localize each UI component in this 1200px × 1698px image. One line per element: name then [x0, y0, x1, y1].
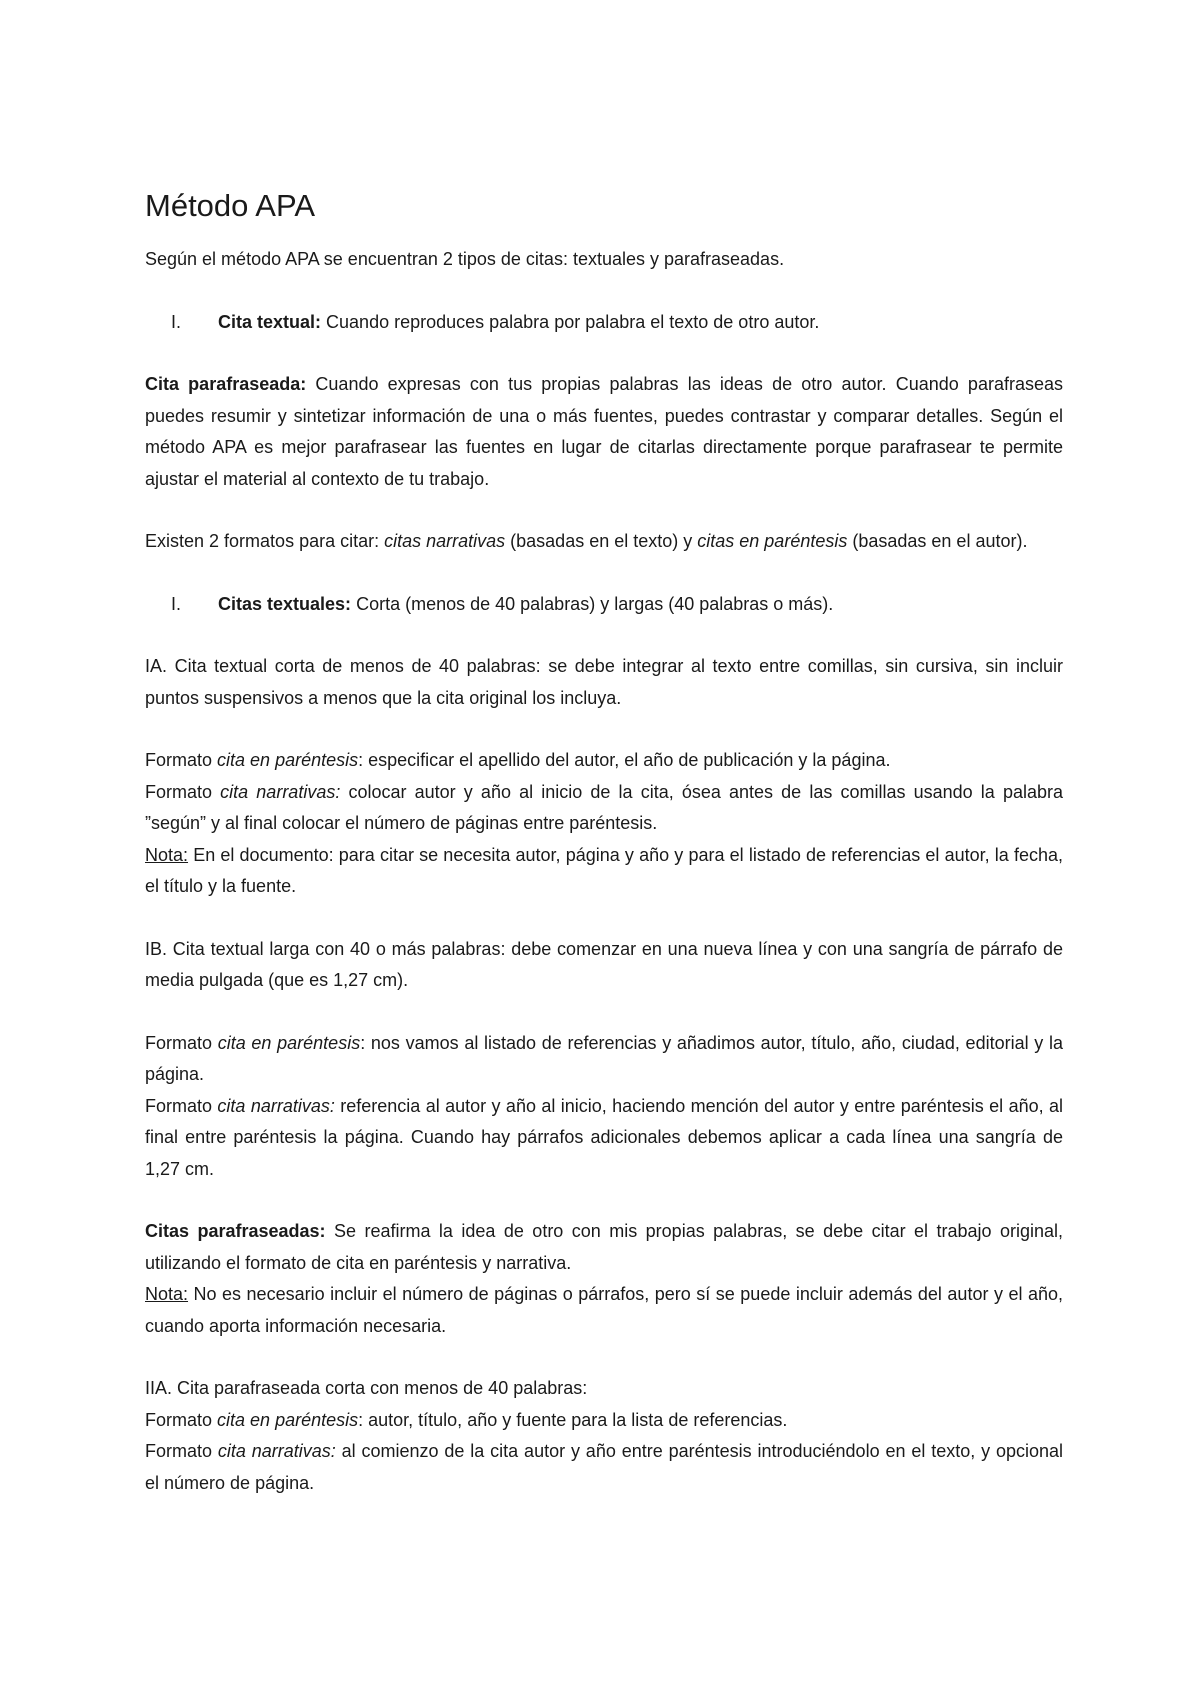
- list-number: I.: [171, 311, 182, 332]
- intro-paragraph: Según el método APA se encuentran 2 tipos de citas: textuales y parafraseadas.: [145, 249, 785, 269]
- text-run: (basadas en el autor).: [847, 531, 1028, 551]
- text-run: Formato: [145, 1032, 218, 1053]
- term-label: Cita parafraseada:: [145, 374, 307, 394]
- text-run: al comienzo de la cita autor y año entre paréntesis introduciéndolo en el texto, y opcional el número de página.: [145, 1441, 1063, 1493]
- nota-label: Nota:: [145, 844, 189, 865]
- italic-term: cita en paréntesis: [217, 1409, 359, 1430]
- text-run: Formato: [145, 1441, 218, 1461]
- page-title: Método APA: [145, 188, 316, 223]
- term-label: Citas parafraseadas:: [145, 1221, 326, 1241]
- ia-nota: [145, 840, 1063, 903]
- text-run: Existen 2 formatos para citar:: [145, 531, 385, 551]
- italic-term: citas narrativas: [384, 531, 506, 551]
- term-text: Corta (menos de 40 palabras) y largas (40 palabras o más).: [351, 593, 834, 614]
- ia-formato-parentesis: [145, 745, 1063, 777]
- list-number: I.: [171, 593, 182, 614]
- term-text: Cuando reproduces palabra por palabra el texto de otro autor.: [321, 311, 820, 332]
- text-run: (basadas en el texto) y: [505, 531, 698, 551]
- parafraseada-paragraph: [145, 369, 1063, 495]
- list-item-citas-textuales: [145, 589, 1063, 621]
- text-run: : especificar el apellido del autor, el año de publicación y la página.: [358, 750, 891, 770]
- ib-formato-parentesis: [145, 1028, 1063, 1091]
- term-label: Citas textuales:: [218, 593, 352, 614]
- text-run: referencia al autor y año al inicio, haciendo mención del autor y entre paréntesis el año, al final entre paréntesis la página. Cuando hay párrafos adicionales debemos aplicar a cada línea una sangría de 1,27 cm.: [145, 1095, 1064, 1179]
- text-run: Formato: [145, 750, 218, 770]
- ia-paragraph: IA. Cita textual corta de menos de 40 palabras: se debe integrar al texto entre comillas, sin cursiva, sin incluir puntos suspensivos a menos que la cita original los incluya.: [145, 656, 1063, 708]
- italic-term: cita en paréntesis: [217, 1032, 361, 1053]
- text-run: Formato: [145, 1095, 218, 1116]
- term-label: Cita textual:: [218, 311, 322, 332]
- citas-parafraseadas-paragraph: [145, 1216, 1063, 1279]
- text-run: : autor, título, año y fuente para la lista de referencias.: [358, 1409, 788, 1430]
- text-run: Formato: [145, 1409, 218, 1430]
- italic-term: cita narrativas:: [217, 1441, 336, 1461]
- text-run: : nos vamos al listado de referencias y añadimos autor, título, año, ciudad, editorial y la página.: [145, 1032, 1063, 1084]
- italic-term: cita en paréntesis: [217, 750, 359, 770]
- ib-formato-narrativas: [145, 1091, 1063, 1186]
- text-run: En el documento: para citar se necesita autor, página y año y para el listado de referencias el autor, la fecha, el título y la fuente.: [145, 844, 1063, 896]
- ib-paragraph: IB. Cita textual larga con 40 o más palabras: debe comenzar en una nueva línea y con una sangría de párrafo de media pulgada (que es 1,27 cm).: [145, 938, 1063, 990]
- cp-nota: [145, 1279, 1063, 1342]
- text-run: colocar autor y año al inicio de la cita, ósea antes de las comillas usando la palabra ”según” y al final colocar el número de páginas entre paréntesis.: [145, 781, 1063, 833]
- text-run: Formato: [145, 781, 221, 802]
- italic-term: citas en paréntesis: [697, 531, 848, 551]
- term-text: Cuando expresas con tus propias palabras las ideas de otro autor. Cuando parafraseas puedes resumir y sintetizar información de una o más fuentes, puedes contrastar y comparar detalles. Según el método APA es mejor parafrasear las fuentes en lugar de citarlas directamente porque parafrasear te permite ajustar el material al contexto de tu trabajo.: [145, 374, 1063, 489]
- iia-formato-parentesis: [145, 1405, 1063, 1437]
- italic-term: cita narrativas:: [217, 1095, 335, 1116]
- document-page: [145, 186, 1063, 1499]
- list-item-cita-textual: [145, 307, 1063, 339]
- iia-heading: IIA. Cita parafraseada corta con menos de 40 palabras:: [145, 1378, 588, 1398]
- text-run: No es necesario incluir el número de páginas o párrafos, pero sí se puede incluir además del autor y el año, cuando aporta información necesaria.: [145, 1284, 1063, 1336]
- term-text: Se reafirma la idea de otro con mis propias palabras, se debe citar el trabajo original, utilizando el formato de cita en paréntesis y narrativa.: [145, 1221, 1064, 1273]
- formatos-paragraph: [145, 526, 1063, 558]
- nota-label: Nota:: [145, 1284, 189, 1304]
- iia-formato-narrativas: [145, 1436, 1063, 1499]
- italic-term: cita narrativas:: [220, 781, 341, 802]
- ia-formato-narrativas: [145, 777, 1063, 840]
